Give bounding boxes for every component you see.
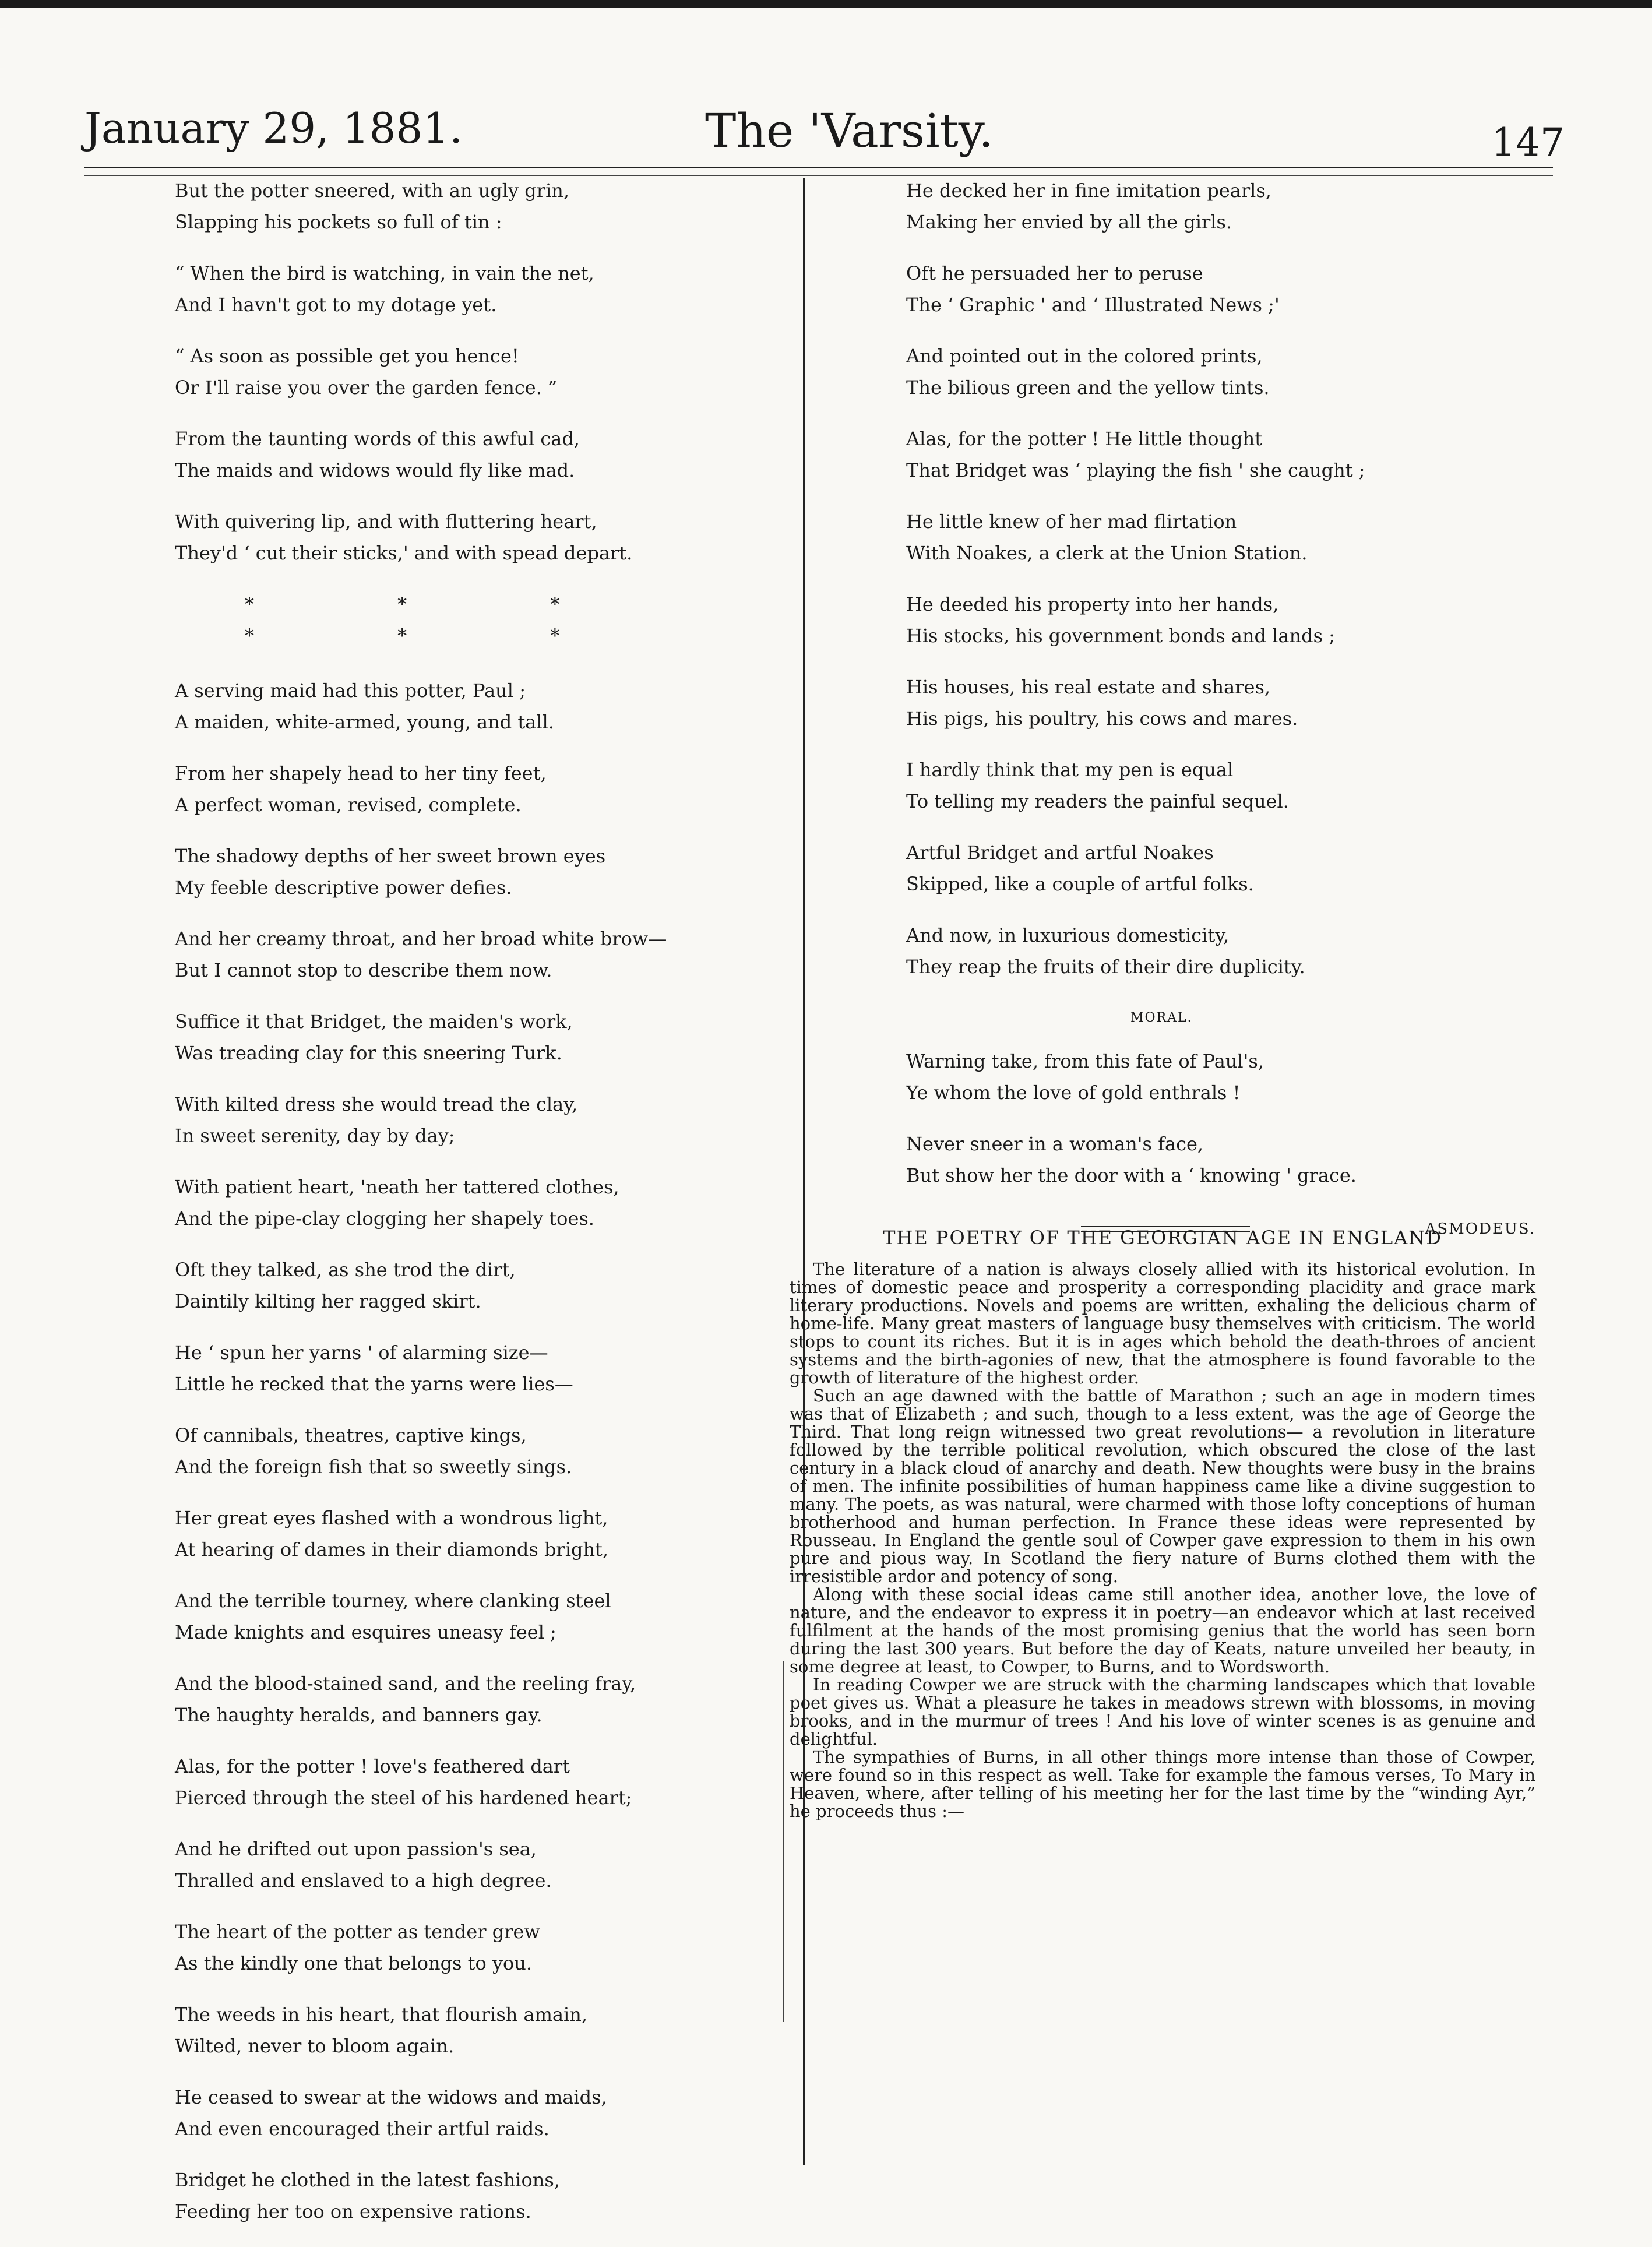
essay-paragraph: Such an age dawned with the battle of Marathon ; such an age in modern times was that of Elizabeth ; and such, though to a less extent, was the age of George the Third. That long reign witnessed two great revolutions— a revolution in literature followed by the terrible political revolution, which obscured the close of the last century in a black cloud of anarchy and death. New thoughts were busy in the brains of men. The infinite possibilities of human happiness came like a divine suggestion to many. The poets, as was natural, were charmed with those lofty conceptions of human brotherhood and human perfection. In France these ideas were represented by Rousseau. In England the gentle soul of Cowper gave expression to them in his own pure and pious way. In Scotland the fiery nature of Burns clothed them with the irresistible ardor and potency of song.	[790, 1386, 1535, 1586]
poem-line: With quivering lip, and with fluttering heart,	[175, 510, 597, 533]
issue-date: January 29, 1881.	[84, 104, 463, 153]
poem-line: Of cannibals, theatres, captive kings,	[175, 1424, 527, 1446]
left-column-poem	[175, 175, 781, 2247]
poem-line: My feeble descriptive power defies.	[175, 876, 512, 899]
poem-line: And he drifted out upon passion's sea,	[175, 1838, 537, 1860]
poem-line: Never sneer in a woman's face,	[906, 1133, 1204, 1155]
stanza	[906, 754, 1547, 817]
poem-line: His houses, his real estate and shares,	[906, 676, 1271, 698]
stanza	[175, 506, 781, 569]
poem-line: Oft he persuaded her to peruse	[906, 262, 1203, 284]
stanza	[175, 2164, 781, 2227]
poem-line: As the kindly one that belongs to you.	[175, 1952, 533, 1974]
poem-line: The heart of the potter as tender grew	[175, 1921, 540, 1943]
poem-line: “ When the bird is watching, in vain the net,	[175, 262, 594, 284]
poem-line: The maids and widows would fly like mad.	[175, 459, 575, 481]
poem-line: Making her envied by all the girls.	[906, 211, 1232, 233]
stanza	[175, 1006, 781, 1069]
stanza	[175, 1751, 781, 1813]
stanza	[906, 837, 1547, 900]
stanza	[175, 840, 781, 903]
essay-paragraph: The sympathies of Burns, in all other things more intense than those of Cowper, were found so in this respect as well. Take for example the famous verses, To Mary in Heaven, where, after telling of his meeting her for the last time by the “winding Ayr,” he proceeds thus :—	[790, 1747, 1535, 1821]
poem-line: A serving maid had this potter, Paul ;	[175, 679, 526, 702]
poem-line: And I havn't got to my dotage yet.	[175, 294, 497, 316]
poem-line: In sweet serenity, day by day;	[175, 1125, 455, 1147]
stanza	[175, 1420, 781, 1482]
poem-line: Oft they talked, as she trod the dirt,	[175, 1259, 516, 1281]
poem-line: A maiden, white-armed, young, and tall.	[175, 711, 554, 733]
header-rule	[84, 167, 1553, 168]
stanza	[175, 1668, 781, 1731]
author-signature: ASMODEUS.	[1425, 1220, 1535, 1238]
poem-line: With kilted dress she would tread the clay,	[175, 1093, 578, 1115]
poem-line: He ceased to swear at the widows and maids,	[175, 2086, 607, 2108]
poem-line: Made knights and esquires uneasy feel ;	[175, 1621, 556, 1643]
poem-line: Bridget he clothed in the latest fashions,	[175, 2169, 560, 2191]
poem-line: Feeding her too on expensive rations.	[175, 2200, 531, 2223]
poem-line: Wilted, never to bloom again.	[175, 2035, 455, 2057]
poem-line: His stocks, his government bonds and lands ;	[906, 625, 1335, 647]
column-divider	[803, 178, 805, 2165]
poem-line: Alas, for the potter ! He little thought	[906, 428, 1263, 450]
page-header	[84, 98, 1565, 174]
poem-line: A perfect woman, revised, complete.	[175, 794, 522, 816]
stanza	[906, 258, 1547, 321]
stanza	[175, 2082, 781, 2144]
poem-line: “ As soon as possible get you hence!	[175, 345, 519, 367]
stanza	[175, 675, 781, 738]
poem-line: And now, in luxurious domesticity,	[906, 924, 1230, 946]
stanza	[175, 1171, 781, 1234]
poem-line: Thralled and enslaved to a high degree.	[175, 1869, 552, 1892]
stanza	[906, 423, 1547, 486]
poem-line: And the blood-stained sand, and the reeling fray,	[175, 1672, 636, 1695]
stanza	[175, 1999, 781, 2062]
stanza	[175, 758, 781, 820]
essay-paragraph: In reading Cowper we are struck with the charming landscapes which that lovable poet gives us. What a pleasure he takes in meadows strewn with blossoms, in moving brooks, and in the murmur of trees ! And his love of winter scenes is as genuine and delightful.	[790, 1675, 1535, 1749]
stanza	[906, 1128, 1547, 1191]
poem-line: Suffice it that Bridget, the maiden's work,	[175, 1010, 573, 1033]
poem-line: Ye whom the love of gold enthrals !	[906, 1082, 1241, 1104]
stanza	[175, 1833, 781, 1896]
poem-line: The ‘ Graphic ' and ‘ Illustrated News ;'	[906, 294, 1280, 316]
poem-line: Skipped, like a couple of artful folks.	[906, 873, 1254, 895]
poem-line: And the foreign fish that so sweetly sings.	[175, 1456, 572, 1478]
stanza	[906, 175, 1547, 238]
stanza	[175, 1254, 781, 1317]
poem-line: They reap the fruits of their dire duplicity.	[906, 956, 1305, 978]
essay-article	[790, 1227, 1535, 1820]
stanza	[906, 920, 1547, 982]
poem-line: Alas, for the potter ! love's feathered dart	[175, 1755, 570, 1777]
masthead-title: The 'Varsity.	[705, 104, 994, 158]
poem-line: The shadowy depths of her sweet brown eyes	[175, 845, 606, 867]
stanza	[175, 923, 781, 986]
poem-line: And the pipe-clay clogging her shapely toes.	[175, 1207, 594, 1230]
poem-line: Her great eyes flashed with a wondrous light,	[175, 1507, 608, 1529]
poem-line: And her creamy throat, and her broad white brow—	[175, 928, 667, 950]
stanza	[175, 423, 781, 486]
poem-line: He deeded his property into her hands,	[906, 593, 1279, 615]
poem-line: The weeds in his heart, that flourish amain,	[175, 2003, 588, 2026]
stanza	[906, 506, 1547, 569]
poem-line: The haughty heralds, and banners gay.	[175, 1704, 543, 1726]
poem-line: Slapping his pockets so full of tin :	[175, 211, 502, 233]
poem-line: Little he recked that the yarns were lies—	[175, 1373, 573, 1395]
section-stars: * * * * * *	[245, 593, 629, 647]
stanza	[175, 1089, 781, 1151]
poem-line: And the terrible tourney, where clanking steel	[175, 1590, 611, 1612]
poem-line: Warning take, from this fate of Paul's,	[906, 1050, 1264, 1072]
poem-line: I hardly think that my pen is equal	[906, 759, 1234, 781]
stanza	[175, 1916, 781, 1979]
poem-line: From her shapely head to her tiny feet,	[175, 762, 547, 784]
poem-line: They'd ‘ cut their sticks,' and with spead depart.	[175, 542, 633, 564]
poem-line: Artful Bridget and artful Noakes	[906, 841, 1214, 864]
poem-line: To telling my readers the painful sequel.	[906, 790, 1289, 812]
poem-line: His pigs, his poultry, his cows and mares.	[906, 707, 1298, 730]
poem-line: Was treading clay for this sneering Turk.	[175, 1042, 562, 1064]
stanza	[175, 258, 781, 321]
poem-line: But the potter sneered, with an ugly grin,	[175, 179, 570, 202]
stanza	[175, 1337, 781, 1400]
poem-line: But I cannot stop to describe them now.	[175, 959, 552, 981]
poem-line: But show her the door with a ‘ knowing ' grace.	[906, 1164, 1357, 1186]
poem-line: Daintily kilting her ragged skirt.	[175, 1290, 481, 1312]
poem-line: The bilious green and the yellow tints.	[906, 376, 1270, 399]
poem-line: From the taunting words of this awful cad,	[175, 428, 580, 450]
margin-rule	[783, 1661, 784, 2022]
essay-paragraph: Along with these social ideas came still another idea, another love, the love of nature, and the endeavor to express it in poetry—an endeavor which at last received fulfilment at the hands of the most promising genius that the world has seen born during the last 300 years. But before the day of Keats, nature unveiled her beauty, in some degree at least, to Cowper, to Burns, and to Wordsworth.	[790, 1584, 1535, 1677]
poem-line: He ‘ spun her yarns ' of alarming size—	[175, 1341, 548, 1364]
stanza	[175, 1585, 781, 1648]
essay-paragraph: The literature of a nation is always closely allied with its historical evolution. In times of domestic peace and prosperity a corresponding placidity and grace mark literary productions. Novels and poems are written, exhaling the delicious charm of home-life. Many great masters of language busy themselves with criticism. The world stops to count its riches. But it is in ages which behold the death-throes of ancient systems and the birth-agonies of new, that the atmosphere is found favorable to the growth of literature of the highest order.	[790, 1259, 1535, 1387]
poem-line: At hearing of dames in their diamonds bright,	[175, 1538, 609, 1561]
essay-title: THE POETRY OF THE GEORGIAN AGE IN ENGLAND	[883, 1227, 1442, 1249]
top-border	[0, 0, 1652, 8]
stanza	[906, 589, 1547, 651]
moral-heading: MORAL.	[1130, 1010, 1193, 1025]
poem-line: He little knew of her mad flirtation	[906, 510, 1237, 533]
poem-line: He decked her in fine imitation pearls,	[906, 179, 1271, 202]
poem-line: With Noakes, a clerk at the Union Station.	[906, 542, 1308, 564]
stanza	[906, 340, 1547, 403]
stanza	[175, 340, 781, 403]
stanza	[906, 671, 1547, 734]
right-column-poem	[906, 175, 1547, 1246]
stanza	[175, 175, 781, 238]
poem-line: Or I'll raise you over the garden fence. ”	[175, 376, 558, 399]
essay-body	[790, 1260, 1535, 1820]
poem-line: And pointed out in the colored prints,	[906, 345, 1263, 367]
stanza	[175, 1502, 781, 1565]
poem-line: With patient heart, 'neath her tattered clothes,	[175, 1176, 619, 1198]
page-number: 147	[1491, 120, 1565, 165]
poem-line: Pierced through the steel of his hardened heart;	[175, 1787, 632, 1809]
stanza	[906, 1045, 1547, 1108]
poem-line: That Bridget was ‘ playing the fish ' she caught ;	[906, 459, 1365, 481]
poem-line: And even encouraged their artful raids.	[175, 2118, 550, 2140]
